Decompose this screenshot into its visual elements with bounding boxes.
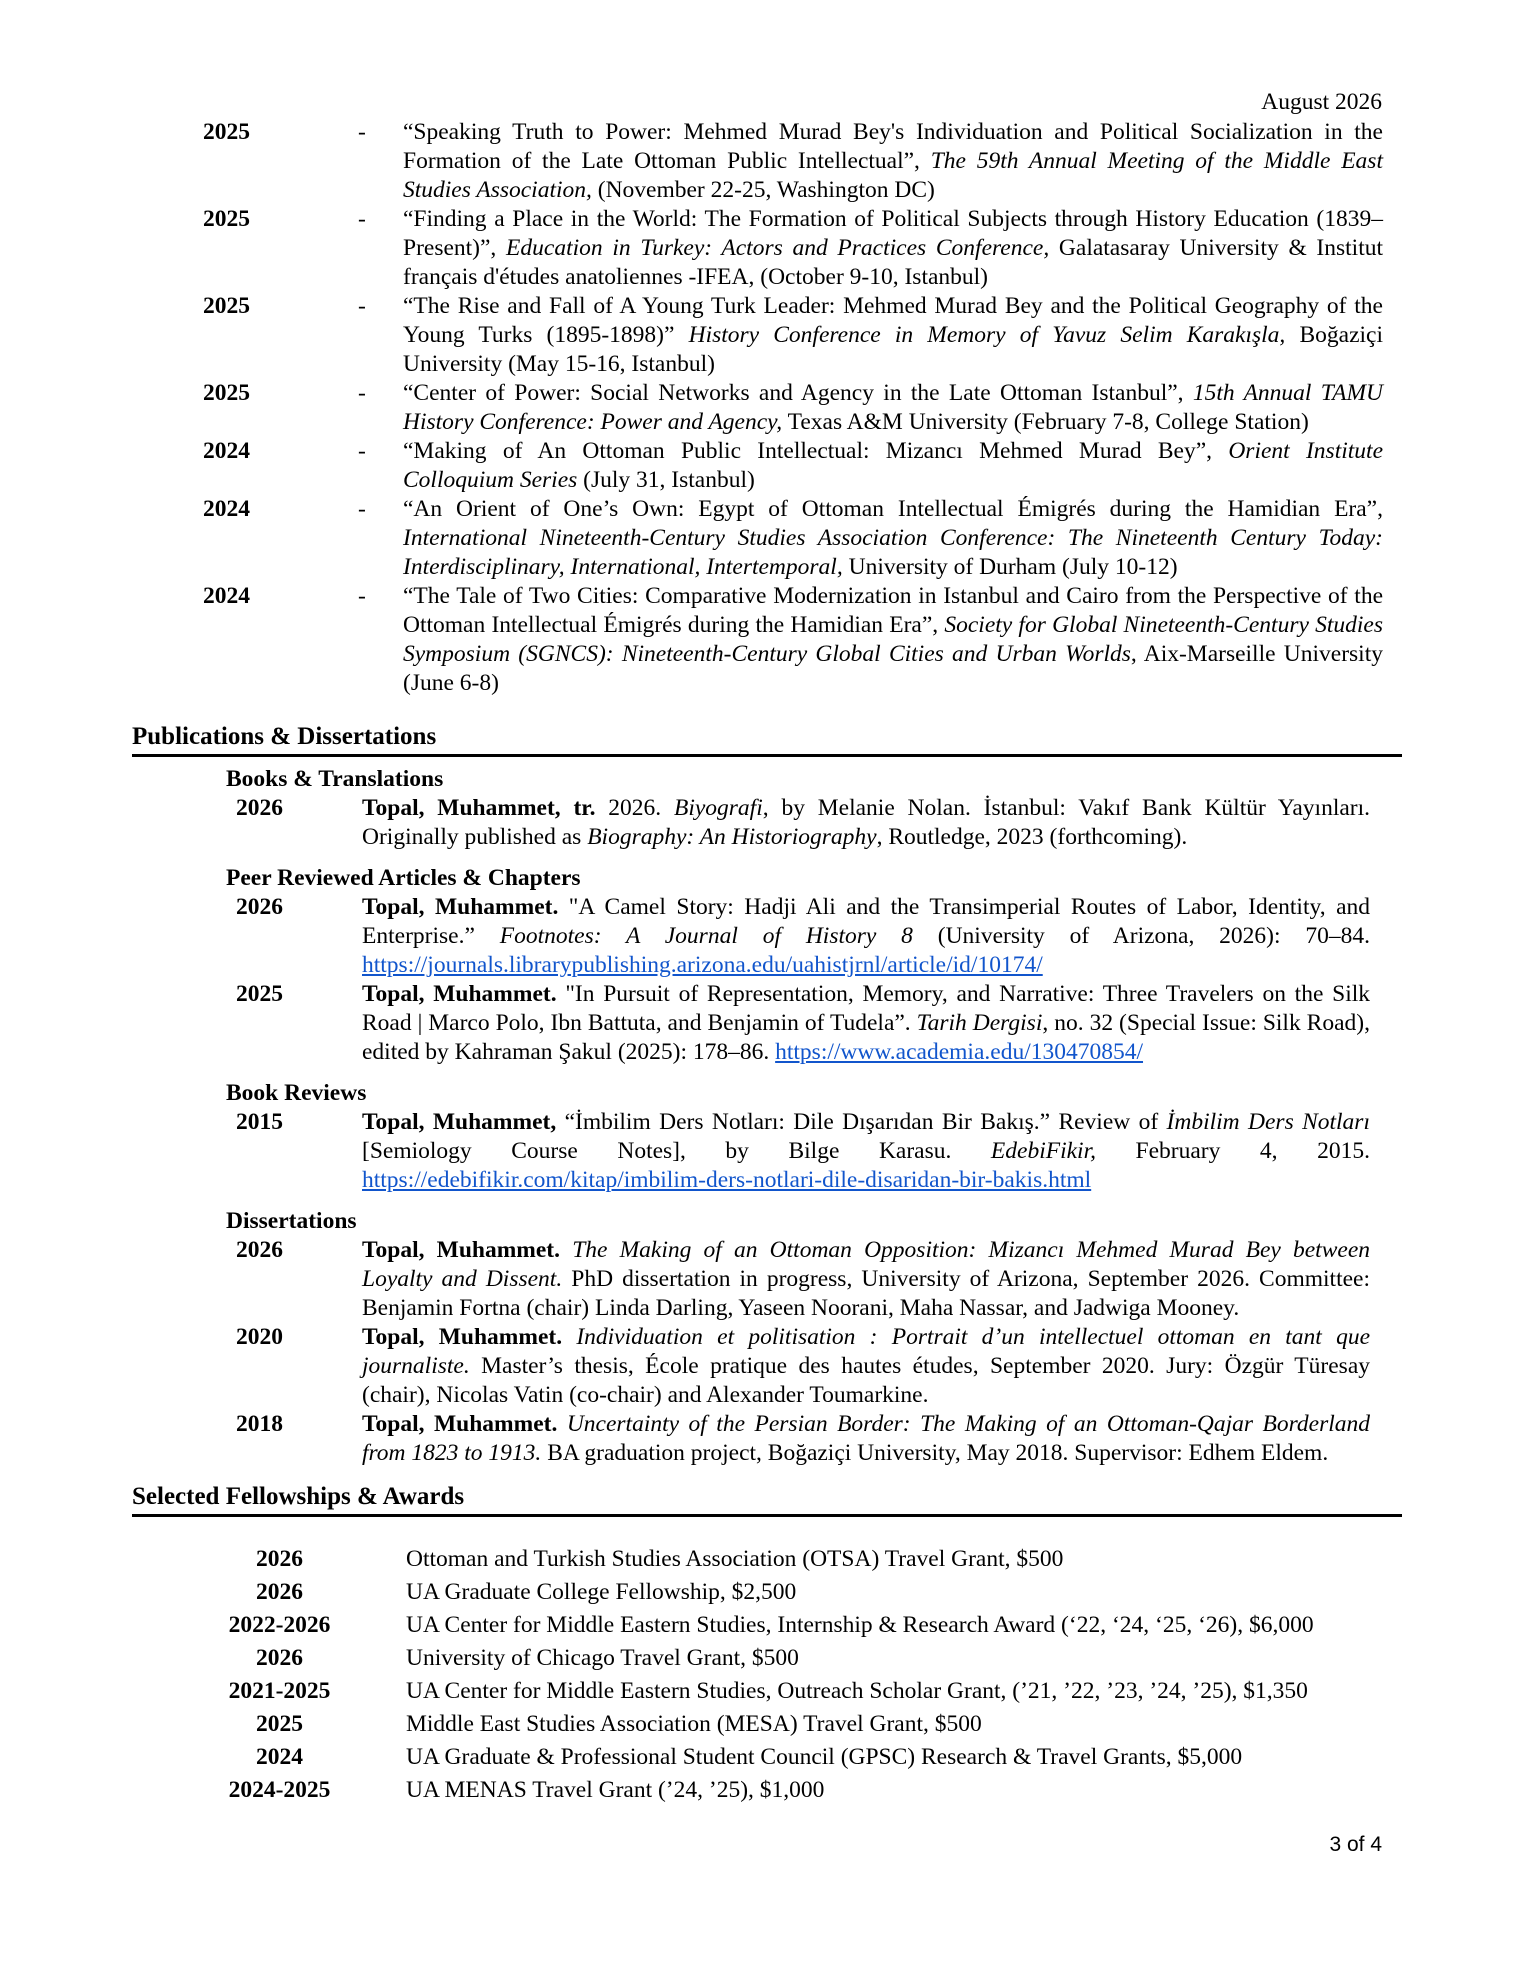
dissertation-entry	[236, 1236, 1402, 1323]
entry-italic: Tarih Dergisi	[916, 1010, 1043, 1036]
talk-details: , Aix-Marseille University (June 6-8)	[403, 641, 1383, 696]
reviews-subheading: Book Reviews	[226, 1080, 367, 1106]
talk-year: 2025	[203, 380, 250, 406]
entry-text	[362, 1323, 1370, 1410]
dissertation-entry	[236, 1410, 1402, 1468]
award-text: UA Graduate College Fellowship, $2,500	[406, 1579, 797, 1605]
talk-title: “Center of Power: Social Networks and Agency in the Late Ottoman Istanbul”,	[403, 380, 1193, 406]
entry-text-part	[560, 1237, 572, 1263]
talk-text	[403, 495, 1383, 582]
award-entry	[132, 1710, 1402, 1743]
entry-italic: Biyografi	[673, 795, 763, 821]
award-text: Middle East Studies Association (MESA) Travel Grant, $500	[406, 1711, 982, 1737]
talk-entry	[203, 582, 1383, 698]
books-subheading: Books & Translations	[226, 766, 444, 792]
article-entry	[236, 980, 1402, 1067]
talk-title: “Speaking Truth to Power: Mehmed Murad Bey's Individuation and Political Socialization in the Formation of the Late Ottoman Public Intellectual”,	[403, 119, 1383, 174]
award-year: 2026	[256, 1645, 303, 1671]
articles-subheading: Peer Reviewed Articles & Chapters	[226, 865, 581, 891]
entry-year: 2018	[236, 1411, 283, 1437]
entry-text-part: 2026.	[595, 795, 674, 821]
entry-author: Topal, Muhammet.	[362, 1324, 563, 1350]
award-text: Ottoman and Turkish Studies Association (OTSA) Travel Grant, $500	[406, 1546, 1064, 1572]
entry-text-part: , no. 32 (Special Issue: Silk Road), edited by Kahraman Şakul (2025): 178–86.	[362, 1010, 1370, 1065]
entry-text-part: "In Pursuit of Representation, Memory, and Narrative: Three Travelers on the Silk Road | Marco Polo, Ibn Battuta, and Benjamin of Tudela”.	[362, 981, 1371, 1036]
review-entry	[236, 1108, 1402, 1195]
header-date: August 2026	[1261, 89, 1382, 115]
talk-venue: 15th Annual TAMU History Conference: Power and Agency,	[403, 380, 1383, 435]
talk-year: 2024	[203, 438, 250, 464]
entry-text-part: (University of Arizona, 2026): 70–84.	[912, 923, 1370, 949]
award-entry	[132, 1611, 1402, 1644]
entry-text-part: [Semiology Course Notes], by Bilge Karasu.	[362, 1138, 991, 1164]
entry-italic: Uncertainty of the Persian Border: The Making of an Ottoman-Qajar Borderland from 1823 to 1913.	[362, 1411, 1371, 1466]
entry-author: Topal, Muhammet.	[362, 1237, 561, 1263]
page-number: 3 of 4	[1329, 1833, 1382, 1856]
talk-title: “Making of An Ottoman Public Intellectual: Mizancı Mehmed Murad Bey”,	[403, 438, 1229, 464]
talk-dash: -	[358, 293, 366, 319]
award-text: UA Center for Middle Eastern Studies, Outreach Scholar Grant, (’21, ’22, ’23, ’24, ’25), $1,350	[406, 1678, 1308, 1704]
talk-details: Galatasaray University & Institut français d'études anatoliennes -IFEA, (October 9-10, Istanbul)	[403, 235, 1384, 290]
talk-year: 2025	[203, 293, 250, 319]
entry-italic: Individuation et politisation : Portrait d’un intellectuel ottoman en tant que journaliste.	[362, 1324, 1370, 1379]
entry-italic: Biography: An Historiography	[587, 824, 877, 850]
talk-dash: -	[358, 119, 366, 145]
award-text: UA Center for Middle Eastern Studies, Internship & Research Award (‘22, ‘24, ‘25, ‘26), $6,000	[406, 1612, 1314, 1638]
publications-section	[132, 722, 1402, 1468]
talk-year: 2025	[203, 119, 250, 145]
entry-text	[362, 1410, 1370, 1468]
talk-text	[403, 292, 1383, 379]
talk-venue: Society for Global Nineteenth-Century Studies Symposium (SGNCS): Nineteenth-Century Global Cities and Urban Worlds	[403, 612, 1383, 667]
talk-details: Texas A&M University (February 7-8, College Station)	[782, 409, 1309, 435]
entry-text	[362, 893, 1370, 980]
talk-venue: Orient Institute Colloquium Series	[403, 438, 1383, 493]
entry-year: 2026	[236, 795, 283, 821]
talk-venue: The 59th Annual Meeting of the Middle East Studies Association,	[403, 148, 1383, 203]
talk-text	[403, 437, 1383, 495]
entry-text-part: PhD dissertation in progress, University of Arizona, September 2026. Committee: Benjamin Fortna (chair) Linda Darling, Yaseen Noorani, Maha Nassar, and Jadwiga Mooney.	[362, 1266, 1370, 1321]
book-entry	[236, 794, 1402, 852]
talk-venue: International Nineteenth-Century Studies Association Conference: The Nineteenth Century Today: Interdisciplinary, International, Intertemporal,	[403, 525, 1383, 580]
books-list	[132, 794, 1402, 852]
awards-heading: Selected Fellowships & Awards	[132, 1482, 1402, 1517]
entry-year: 2015	[236, 1109, 283, 1135]
talk-entry	[203, 437, 1383, 495]
talk-entry	[203, 495, 1383, 582]
article-entry	[236, 893, 1402, 980]
articles-list	[132, 893, 1402, 1067]
award-text: University of Chicago Travel Grant, $500	[406, 1645, 799, 1671]
talk-text	[403, 205, 1383, 292]
entry-text	[362, 980, 1370, 1067]
entry-italic: EdebiFikir,	[990, 1138, 1096, 1164]
entry-text-part: February 4, 2015.	[1096, 1138, 1370, 1164]
entry-text	[362, 794, 1370, 852]
talk-details: Boğaziçi University (May 15-16, Istanbul)	[403, 322, 1383, 377]
talk-dash: -	[358, 206, 366, 232]
talk-title: “Finding a Place in the World: The Formation of Political Subjects through History Education (1839–Present)”,	[403, 206, 1383, 261]
award-year: 2025	[256, 1711, 303, 1737]
talk-dash: -	[358, 496, 366, 522]
talk-title: “An Orient of One’s Own: Egypt of Ottoman Intellectual Émigrés during the Hamidian Era”,	[403, 496, 1383, 522]
entry-text	[362, 1108, 1370, 1195]
entry-author: Topal, Muhammet.	[362, 894, 559, 920]
entry-link[interactable]: https://edebifikir.com/kitap/imbilim-ders-notlari-dile-disaridan-bir-bakis.html	[362, 1167, 1092, 1193]
entry-year: 2020	[236, 1324, 283, 1350]
talk-year: 2025	[203, 206, 250, 232]
entry-year: 2025	[236, 981, 283, 1007]
conference-talks-list	[203, 118, 1383, 698]
award-year: 2024	[256, 1744, 303, 1770]
talk-year: 2024	[203, 496, 250, 522]
talk-venue: Education in Turkey: Actors and Practices Conference,	[506, 235, 1050, 261]
entry-text-part: , by Melanie Nolan. İstanbul: Vakıf Bank Kültür Yayınları. Originally published as	[362, 795, 1371, 850]
award-entry	[132, 1776, 1402, 1809]
entry-link[interactable]: https://journals.librarypublishing.arizona.edu/uahistjrnl/article/id/10174/	[362, 952, 1043, 978]
entry-author: Topal, Muhammet.	[362, 1411, 558, 1437]
award-entry	[132, 1644, 1402, 1677]
talk-title: “The Rise and Fall of A Young Turk Leader: Mehmed Murad Bey and the Political Geography of the Young Turks (1895-1898)”	[403, 293, 1383, 348]
talk-year: 2024	[203, 583, 250, 609]
award-year: 2024-2025	[228, 1777, 331, 1803]
award-year: 2026	[256, 1546, 303, 1572]
talk-venue: History Conference in Memory of Yavuz Selim Karakışla,	[688, 322, 1286, 348]
dissertation-entry	[236, 1323, 1402, 1410]
talk-details: (November 22-25, Washington DC)	[591, 177, 935, 203]
entry-text-part: , Routledge, 2023 (forthcoming).	[876, 824, 1188, 850]
entry-author: Topal, Muhammet, tr.	[362, 795, 596, 821]
award-year: 2021-2025	[228, 1678, 331, 1704]
entry-text-part: BA graduation project, Boğaziçi University, May 2018. Supervisor: Edhem Eldem.	[541, 1440, 1329, 1466]
entry-text	[362, 1236, 1370, 1323]
entry-text-part: "A Camel Story: Hadji Ali and the Transimperial Routes of Labor, Identity, and Enterprise.”	[362, 894, 1370, 949]
awards-list	[132, 1545, 1402, 1809]
entry-author: Topal, Muhammet,	[362, 1109, 557, 1135]
entry-year: 2026	[236, 894, 283, 920]
award-year: 2022-2026	[228, 1612, 331, 1638]
award-text: UA MENAS Travel Grant (’24, ’25), $1,000	[406, 1777, 825, 1803]
award-text: UA Graduate & Professional Student Council (GPSC) Research & Travel Grants, $5,000	[406, 1744, 1243, 1770]
talk-text	[403, 118, 1383, 205]
reviews-list	[132, 1108, 1402, 1195]
award-entry	[132, 1743, 1402, 1776]
talk-text	[403, 379, 1383, 437]
entry-italic: The Making of an Ottoman Opposition: Mizancı Mehmed Murad Bey between Loyalty and Dissent.	[362, 1237, 1370, 1292]
publications-heading: Publications & Dissertations	[132, 722, 1402, 757]
award-entry	[132, 1578, 1402, 1611]
award-year: 2026	[256, 1579, 303, 1605]
talk-title: “The Tale of Two Cities: Comparative Modernization in Istanbul and Cairo from the Perspective of the Ottoman Intellectual Émigrés during the Hamidian Era”,	[403, 583, 1383, 638]
entry-text-part	[557, 1411, 566, 1437]
entry-text-part: Master’s thesis, École pratique des hautes études, September 2020. Jury: Özgür Türesay (chair), Nicolas Vatin (co-chair) and Alexander Toumarkine.	[362, 1353, 1370, 1408]
talk-details: (July 31, Istanbul)	[577, 467, 755, 493]
talk-dash: -	[358, 583, 366, 609]
entry-text-part	[562, 1324, 576, 1350]
talk-dash: -	[358, 438, 366, 464]
talk-entry	[203, 205, 1383, 292]
entry-italic: Footnotes: A Journal of History 8	[499, 923, 913, 949]
entry-year: 2026	[236, 1237, 283, 1263]
dissertations-list	[132, 1236, 1402, 1468]
entry-text-part: “İmbilim Ders Notları: Dile Dışarıdan Bir Bakış.” Review of	[556, 1109, 1167, 1135]
talk-entry	[203, 379, 1383, 437]
dissertations-subheading: Dissertations	[226, 1208, 357, 1234]
talk-entry	[203, 292, 1383, 379]
entry-italic: İmbilim Ders Notları	[1166, 1109, 1370, 1135]
awards-section	[132, 1482, 1402, 1809]
award-entry	[132, 1545, 1402, 1578]
talk-entry	[203, 118, 1383, 205]
talk-dash: -	[358, 380, 366, 406]
entry-author: Topal, Muhammet.	[362, 981, 557, 1007]
talk-details: University of Durham (July 10-12)	[842, 554, 1178, 580]
award-entry	[132, 1677, 1402, 1710]
talk-text	[403, 582, 1383, 698]
entry-link[interactable]: https://www.academia.edu/130470854/	[775, 1039, 1144, 1065]
